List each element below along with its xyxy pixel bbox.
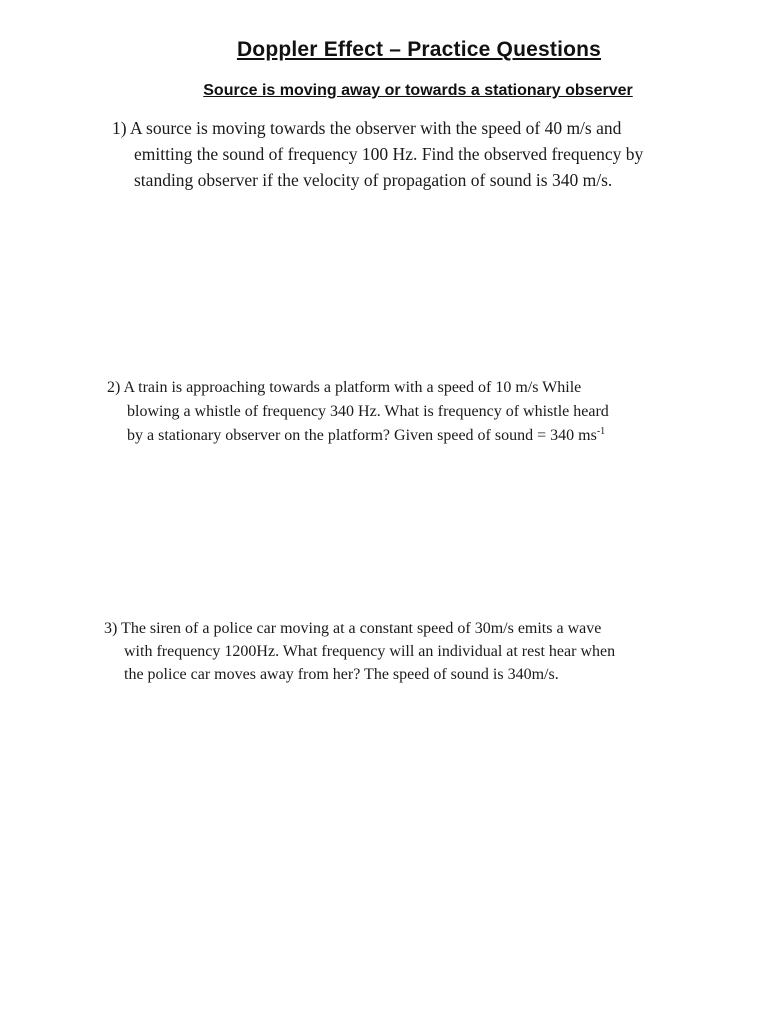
page-title: Doppler Effect – Practice Questions — [236, 38, 602, 61]
question-2-text-3: by a stationary observer on the platform? Given speed of sound = 340 ms — [127, 427, 597, 444]
question-2-line-1 — [107, 376, 609, 400]
question-2-superscript: -1 — [596, 426, 606, 437]
question-2 — [107, 376, 609, 448]
question-3-line-2: with frequency 1200Hz. What frequency will an individual at rest hear when — [124, 643, 616, 660]
question-2-text-1: A train is approaching towards a platform with a speed of 10 m/s While — [123, 379, 582, 396]
question-1-line-3: standing observer if the velocity of propagation of sound is 340 m/s. — [134, 170, 613, 190]
question-1 — [112, 115, 643, 193]
question-3-number: 3) — [104, 620, 118, 637]
question-2-line-3 — [107, 424, 609, 448]
question-1-text-1: A source is moving towards the observer with the speed of 40 m/s and — [130, 118, 622, 138]
section-subtitle: Source is moving away or towards a stationary observer — [203, 82, 633, 99]
question-1-number: 1) — [112, 118, 127, 138]
question-3-line-1 — [104, 617, 615, 640]
question-2-line-2: blowing a whistle of frequency 340 Hz. What is frequency of whistle heard — [127, 403, 609, 420]
question-1-line-1 — [112, 115, 643, 141]
question-3 — [104, 617, 615, 686]
question-3-line-3: the police car moves away from her? The speed of sound is 340m/s. — [124, 666, 559, 683]
question-2-number: 2) — [107, 379, 121, 396]
question-3-text-1: The siren of a police car moving at a constant speed of 30m/s emits a wave — [121, 620, 602, 637]
question-1-line-2: emitting the sound of frequency 100 Hz. Find the observed frequency by — [134, 144, 644, 164]
